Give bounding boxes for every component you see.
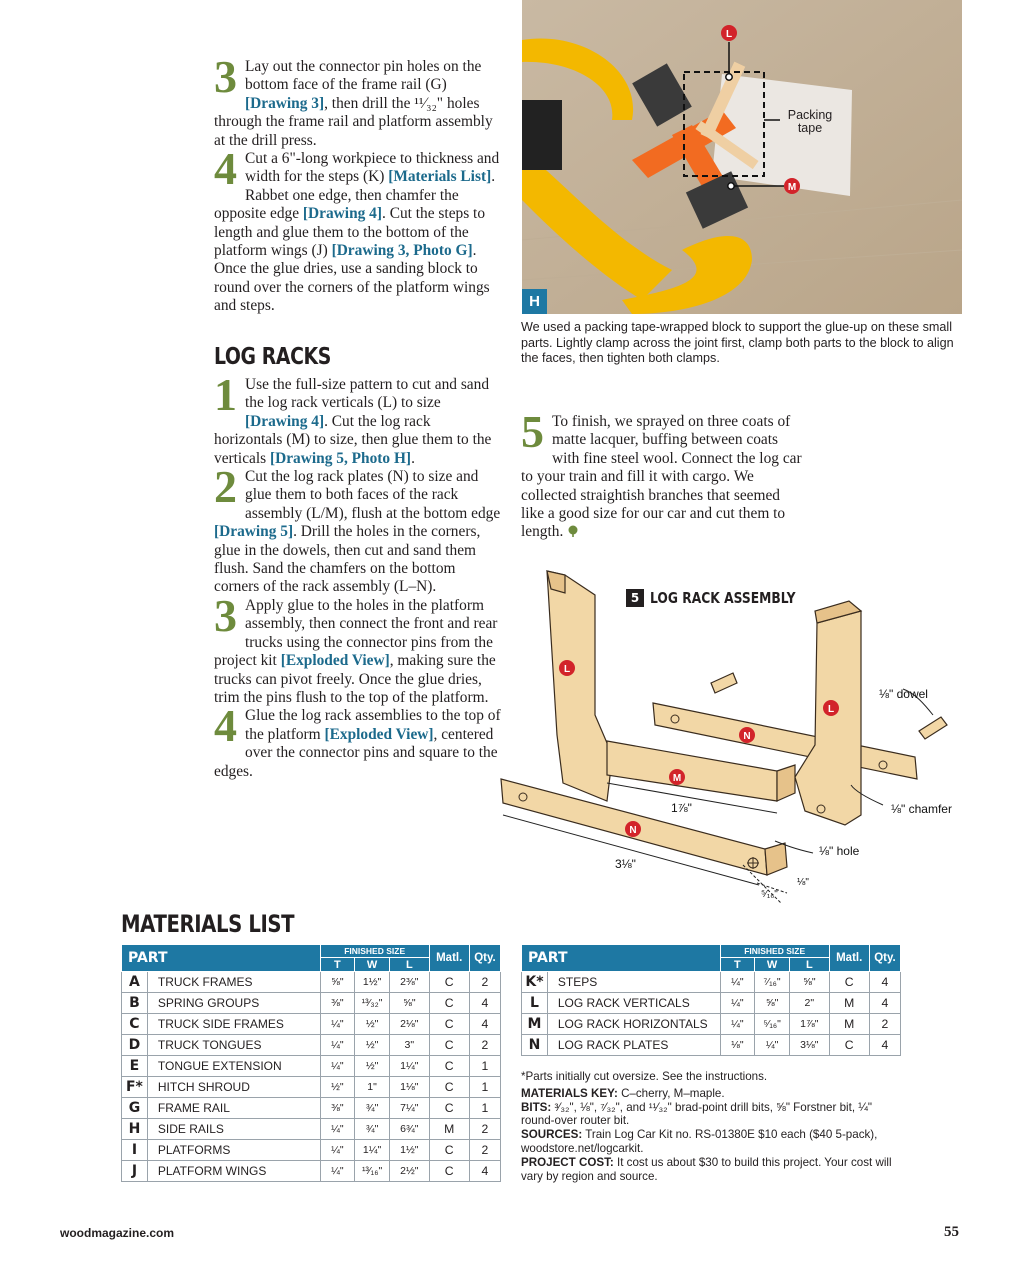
drawing-reference[interactable]: [Drawing 5] xyxy=(214,523,294,541)
step-3-frame-rail xyxy=(214,51,502,150)
drawing-reference[interactable]: [Drawing 3] xyxy=(245,94,325,112)
width: ¼" xyxy=(754,1035,789,1056)
drawing-title-text: LOG RACK ASSEMBLY xyxy=(650,589,796,607)
finish-step xyxy=(521,406,803,542)
part-key: N xyxy=(522,1035,548,1056)
part-key: J xyxy=(122,1161,148,1182)
part-key: C xyxy=(122,1014,148,1035)
log-racks-steps xyxy=(214,369,502,781)
step-number: 4 xyxy=(214,143,237,195)
material: C xyxy=(429,972,469,993)
chamfer-label: ⅛" chamfer xyxy=(891,802,952,816)
thickness: ⅛" xyxy=(720,1035,754,1056)
width: ½" xyxy=(354,1014,389,1035)
table-row xyxy=(122,1161,501,1182)
note-text: It cost us about $30 to build this project. Your cost will vary by region and source. xyxy=(521,1155,892,1183)
note-label: BITS: xyxy=(521,1100,552,1114)
note-text: ³⁄₃₂", ⅛", ⁷⁄₃₂", and ¹¹⁄₃₂" brad-point drill bits, ⅝" Forstner bit, ¼" round-over router bit. xyxy=(521,1100,873,1128)
length: 6¾" xyxy=(390,1119,429,1140)
step-number: 2 xyxy=(214,461,237,513)
thickness: ¼" xyxy=(320,1014,354,1035)
part-name: LOG RACK VERTICALS xyxy=(547,993,720,1014)
packing-tape-label: Packing tape xyxy=(787,108,833,135)
step-text: . Cut the steps to length and glue them to the bottom of the platform wings (J) xyxy=(214,205,486,260)
dim-hole-offset: ⁵⁄₁₆" xyxy=(761,889,778,900)
sources-note xyxy=(521,1128,901,1156)
footer-website[interactable]: woodmagazine.com xyxy=(60,1226,175,1240)
quantity: 2 xyxy=(469,972,500,993)
step-text: , then drill the ¹¹⁄₃₂" holes through the frame rail and platform assembly at the drill press. xyxy=(214,94,493,149)
col-qty: Qty. xyxy=(869,945,900,972)
materials-list-heading: MATERIALS LIST xyxy=(121,910,295,938)
clamp-photo-illustration xyxy=(522,0,962,314)
material: C xyxy=(429,1161,469,1182)
quantity: 4 xyxy=(869,1035,900,1056)
marker-m-label: M xyxy=(672,773,682,784)
part-name: FRAME RAIL xyxy=(147,1098,320,1119)
width: ¹³⁄₃₂" xyxy=(354,993,389,1014)
col-t: T xyxy=(320,958,354,972)
part-key: E xyxy=(122,1056,148,1077)
material: C xyxy=(829,972,869,993)
material: C xyxy=(429,1035,469,1056)
photo-caption: We used a packing tape-wrapped block to support the glue-up on these small parts. Lightly clamp across the joint first, clamp both parts to the block to align the faces, then tighten both clamps. xyxy=(521,320,954,365)
note-label: PROJECT COST: xyxy=(521,1155,614,1169)
step-4-steps xyxy=(214,143,502,316)
log-rack-step-4 xyxy=(214,700,502,781)
step-text: To finish, we sprayed on three coats of matte lacquer, buffing between coats with fine steel wool. Connect the log car to your train and fill it with cargo. We collected straightish branches that seemed like a good size for our car and cut them to length. xyxy=(521,413,802,541)
material: C xyxy=(429,1014,469,1035)
materials-key xyxy=(521,1087,901,1101)
material: C xyxy=(429,1056,469,1077)
dim-hole-inset: ⅛" xyxy=(797,877,809,888)
length: 1⅛" xyxy=(390,1077,429,1098)
note-text: C–cherry, M–maple. xyxy=(621,1086,725,1100)
marker-l-label: L xyxy=(563,664,571,675)
table-row xyxy=(122,1119,501,1140)
col-part: PART xyxy=(522,945,721,972)
width: ⁷⁄₁₆" xyxy=(754,972,789,993)
quantity: 4 xyxy=(469,1161,500,1182)
width: ⅝" xyxy=(754,993,789,1014)
quantity: 1 xyxy=(469,1056,500,1077)
material: C xyxy=(429,1140,469,1161)
marker-l-label: L xyxy=(827,704,835,715)
note-label: MATERIALS KEY: xyxy=(521,1086,618,1100)
log-rack-drawing xyxy=(495,565,965,915)
table-row xyxy=(122,1056,501,1077)
part-name: TRUCK SIDE FRAMES xyxy=(147,1014,320,1035)
log-racks-heading: LOG RACKS xyxy=(214,344,331,370)
part-name: SIDE RAILS xyxy=(147,1119,320,1140)
exploded-view-reference[interactable]: [Exploded View] xyxy=(324,725,434,743)
material: C xyxy=(829,1035,869,1056)
end-mark-tree-icon xyxy=(567,524,579,536)
width: 1½" xyxy=(354,972,389,993)
table-row xyxy=(122,1140,501,1161)
part-key: B xyxy=(122,993,148,1014)
marker-n-label: N xyxy=(743,731,751,742)
part-name: LOG RACK HORIZONTALS xyxy=(547,1014,720,1035)
table-row xyxy=(522,993,901,1014)
step-text: Cut the log rack plates (N) to size and glue them to both faces of the rack assembly (L/M), flush at the bottom edge xyxy=(245,468,501,522)
width: 1¼" xyxy=(354,1140,389,1161)
log-rack-step-1 xyxy=(214,369,502,468)
dim-horizontal-length: 1⅞" xyxy=(671,801,692,815)
length: 3" xyxy=(390,1035,429,1056)
dowel-label: ⅛" dowel xyxy=(879,687,928,701)
step-text: . Once the glue dries, use a sanding block to round over the corners of the platform wings and steps. xyxy=(214,242,490,315)
width: ¾" xyxy=(354,1098,389,1119)
step-number: 5 xyxy=(521,406,544,457)
step-text: . Rabbet one edge, then chamfer the opposite edge xyxy=(214,168,496,223)
note-label: SOURCES: xyxy=(521,1128,583,1142)
materials-rows xyxy=(122,972,501,1182)
step-text: , centered over the connector pins and square to the edges. xyxy=(214,725,498,780)
length: 2" xyxy=(790,993,829,1014)
table-row xyxy=(522,972,901,993)
thickness: ¼" xyxy=(320,1035,354,1056)
oversize-note: *Parts initially cut oversize. See the instructions. xyxy=(521,1070,768,1083)
part-name: PLATFORMS xyxy=(147,1140,320,1161)
part-name: STEPS xyxy=(547,972,720,993)
length: 1¼" xyxy=(390,1056,429,1077)
step-text: . Drill the holes in the corners, glue in the dowels, then cut and sand them flush. Sand the chamfers on the bottom corners of the rack assembly (L–N). xyxy=(214,523,481,596)
length: 2⅛" xyxy=(390,1014,429,1035)
thickness: ¼" xyxy=(320,1161,354,1182)
table-row xyxy=(122,1077,501,1098)
col-matl: Matl. xyxy=(829,945,869,972)
width: ½" xyxy=(354,1056,389,1077)
quantity: 4 xyxy=(869,993,900,1014)
table-row xyxy=(122,1098,501,1119)
col-l: L xyxy=(790,958,829,972)
col-matl: Matl. xyxy=(429,945,469,972)
materials-table-right xyxy=(521,944,901,1056)
part-key: M xyxy=(522,1014,548,1035)
part-name: TONGUE EXTENSION xyxy=(147,1056,320,1077)
table-row xyxy=(122,1035,501,1056)
length: 1⅞" xyxy=(790,1014,829,1035)
part-name: HITCH SHROUD xyxy=(147,1077,320,1098)
materials-notes xyxy=(521,1070,901,1183)
col-l: L xyxy=(390,958,429,972)
quantity: 2 xyxy=(869,1014,900,1035)
materials-rows xyxy=(522,972,901,1056)
part-key: F* xyxy=(122,1077,148,1098)
part-name: TRUCK TONGUES xyxy=(147,1035,320,1056)
col-qty: Qty. xyxy=(469,945,500,972)
photo-badge: H xyxy=(522,289,547,314)
drawing-reference[interactable]: [Drawing 5, Photo H] xyxy=(269,449,412,467)
table-row xyxy=(122,1014,501,1035)
top-steps xyxy=(214,51,502,316)
step-text: Use the full-size pattern to cut and sand the log rack verticals (L) to size xyxy=(245,376,490,412)
thickness: ¼" xyxy=(320,1056,354,1077)
material: M xyxy=(829,1014,869,1035)
marker-n-label: N xyxy=(629,825,637,836)
log-rack-step-2 xyxy=(214,461,502,597)
hole-label: ⅛" hole xyxy=(819,844,860,858)
material: M xyxy=(829,993,869,1014)
step-number: 3 xyxy=(214,589,237,641)
thickness: ¼" xyxy=(720,1014,754,1035)
part-key: L xyxy=(522,993,548,1014)
thickness: ¼" xyxy=(320,1140,354,1161)
quantity: 1 xyxy=(469,1098,500,1119)
part-name: TRUCK FRAMES xyxy=(147,972,320,993)
width: ⁵⁄₁₆" xyxy=(754,1014,789,1035)
table-row xyxy=(122,972,501,993)
thickness: ¼" xyxy=(720,972,754,993)
col-finished-size: FINISHED SIZE xyxy=(720,945,829,958)
step-text: Glue the log rack assemblies to the top of the platform xyxy=(245,707,501,743)
col-w: W xyxy=(754,958,789,972)
marker-m-label: M xyxy=(787,182,797,193)
thickness: ¼" xyxy=(320,1119,354,1140)
part-key: I xyxy=(122,1140,148,1161)
step-text: . xyxy=(411,449,415,467)
col-t: T xyxy=(720,958,754,972)
material: C xyxy=(429,1098,469,1119)
bits-note xyxy=(521,1101,901,1129)
drawing-number: 5 xyxy=(626,589,644,607)
length: ⅝" xyxy=(790,972,829,993)
table-row xyxy=(522,1035,901,1056)
step-text: Cut a 6"-long workpiece to thickness and width for the steps (K) xyxy=(245,150,500,186)
col-finished-size: FINISHED SIZE xyxy=(320,945,429,958)
step-text: Lay out the connector pin holes on the bottom face of the frame rail (G) xyxy=(245,58,482,94)
length: 3⅛" xyxy=(790,1035,829,1056)
part-name: PLATFORM WINGS xyxy=(147,1161,320,1182)
length: 2⅜" xyxy=(390,972,429,993)
width: 1" xyxy=(354,1077,389,1098)
materials-list-reference[interactable]: [Materials List] xyxy=(388,168,492,186)
thickness: ½" xyxy=(320,1077,354,1098)
quantity: 2 xyxy=(469,1035,500,1056)
exploded-view-reference[interactable]: [Exploded View] xyxy=(280,652,390,670)
col-w: W xyxy=(354,958,389,972)
thickness: ⅜" xyxy=(320,993,354,1014)
table-row xyxy=(522,1014,901,1035)
log-rack-step-3 xyxy=(214,589,502,707)
drawing-reference[interactable]: [Drawing 4] xyxy=(245,412,325,430)
log-rack-step-5 xyxy=(521,406,803,542)
part-name: SPRING GROUPS xyxy=(147,993,320,1014)
material: C xyxy=(429,1077,469,1098)
step-text: . Cut the log rack horizontals (M) to size, then glue them to the verticals xyxy=(214,412,492,467)
thickness: ⅝" xyxy=(320,972,354,993)
drawing-title xyxy=(626,588,828,608)
width: ¹³⁄₁₆" xyxy=(354,1161,389,1182)
length: ⅝" xyxy=(390,993,429,1014)
length: 2½" xyxy=(390,1161,429,1182)
part-key: D xyxy=(122,1035,148,1056)
quantity: 4 xyxy=(469,1014,500,1035)
width: ½" xyxy=(354,1035,389,1056)
part-name: LOG RACK PLATES xyxy=(547,1035,720,1056)
thickness: ¼" xyxy=(720,993,754,1014)
quantity: 1 xyxy=(469,1077,500,1098)
thickness: ⅜" xyxy=(320,1098,354,1119)
part-key: K* xyxy=(522,972,548,993)
step-text: Apply glue to the holes in the platform assembly, then connect the front and rear trucks using the connector pins from the project kit xyxy=(214,596,498,670)
project-cost-note xyxy=(521,1156,901,1184)
marker-l-label: L xyxy=(725,29,733,40)
quantity: 2 xyxy=(469,1119,500,1140)
note-text: Train Log Car Kit no. RS-01380E $10 each ($40 5-pack), woodstore.net/logcarkit. xyxy=(521,1128,878,1155)
step-number: 3 xyxy=(214,51,237,102)
quantity: 4 xyxy=(869,972,900,993)
quantity: 2 xyxy=(469,1140,500,1161)
col-part: PART xyxy=(122,945,321,972)
drawing-reference[interactable]: [Drawing 3, Photo G] xyxy=(331,242,473,260)
page-number: 55 xyxy=(944,1224,959,1240)
step-number: 4 xyxy=(214,700,237,752)
drawing-5-log-rack-assembly xyxy=(495,565,965,915)
quantity: 4 xyxy=(469,993,500,1014)
materials-table-left xyxy=(121,944,501,1182)
part-key: A xyxy=(122,972,148,993)
table-row xyxy=(122,993,501,1014)
step-text: , making sure the trucks can pivot freely. Once the glue dries, trim the pins flush to the top of the platform. xyxy=(214,652,496,706)
drawing-reference[interactable]: [Drawing 4] xyxy=(302,205,382,223)
material: C xyxy=(429,993,469,1014)
material: M xyxy=(429,1119,469,1140)
width: ¾" xyxy=(354,1119,389,1140)
part-key: H xyxy=(122,1119,148,1140)
photo-h-clamp-glue-up xyxy=(522,0,962,314)
step-number: 1 xyxy=(214,369,237,420)
length: 7¼" xyxy=(390,1098,429,1119)
length: 1½" xyxy=(390,1140,429,1161)
dim-plate-length: 3⅛" xyxy=(615,857,636,871)
part-key: G xyxy=(122,1098,148,1119)
